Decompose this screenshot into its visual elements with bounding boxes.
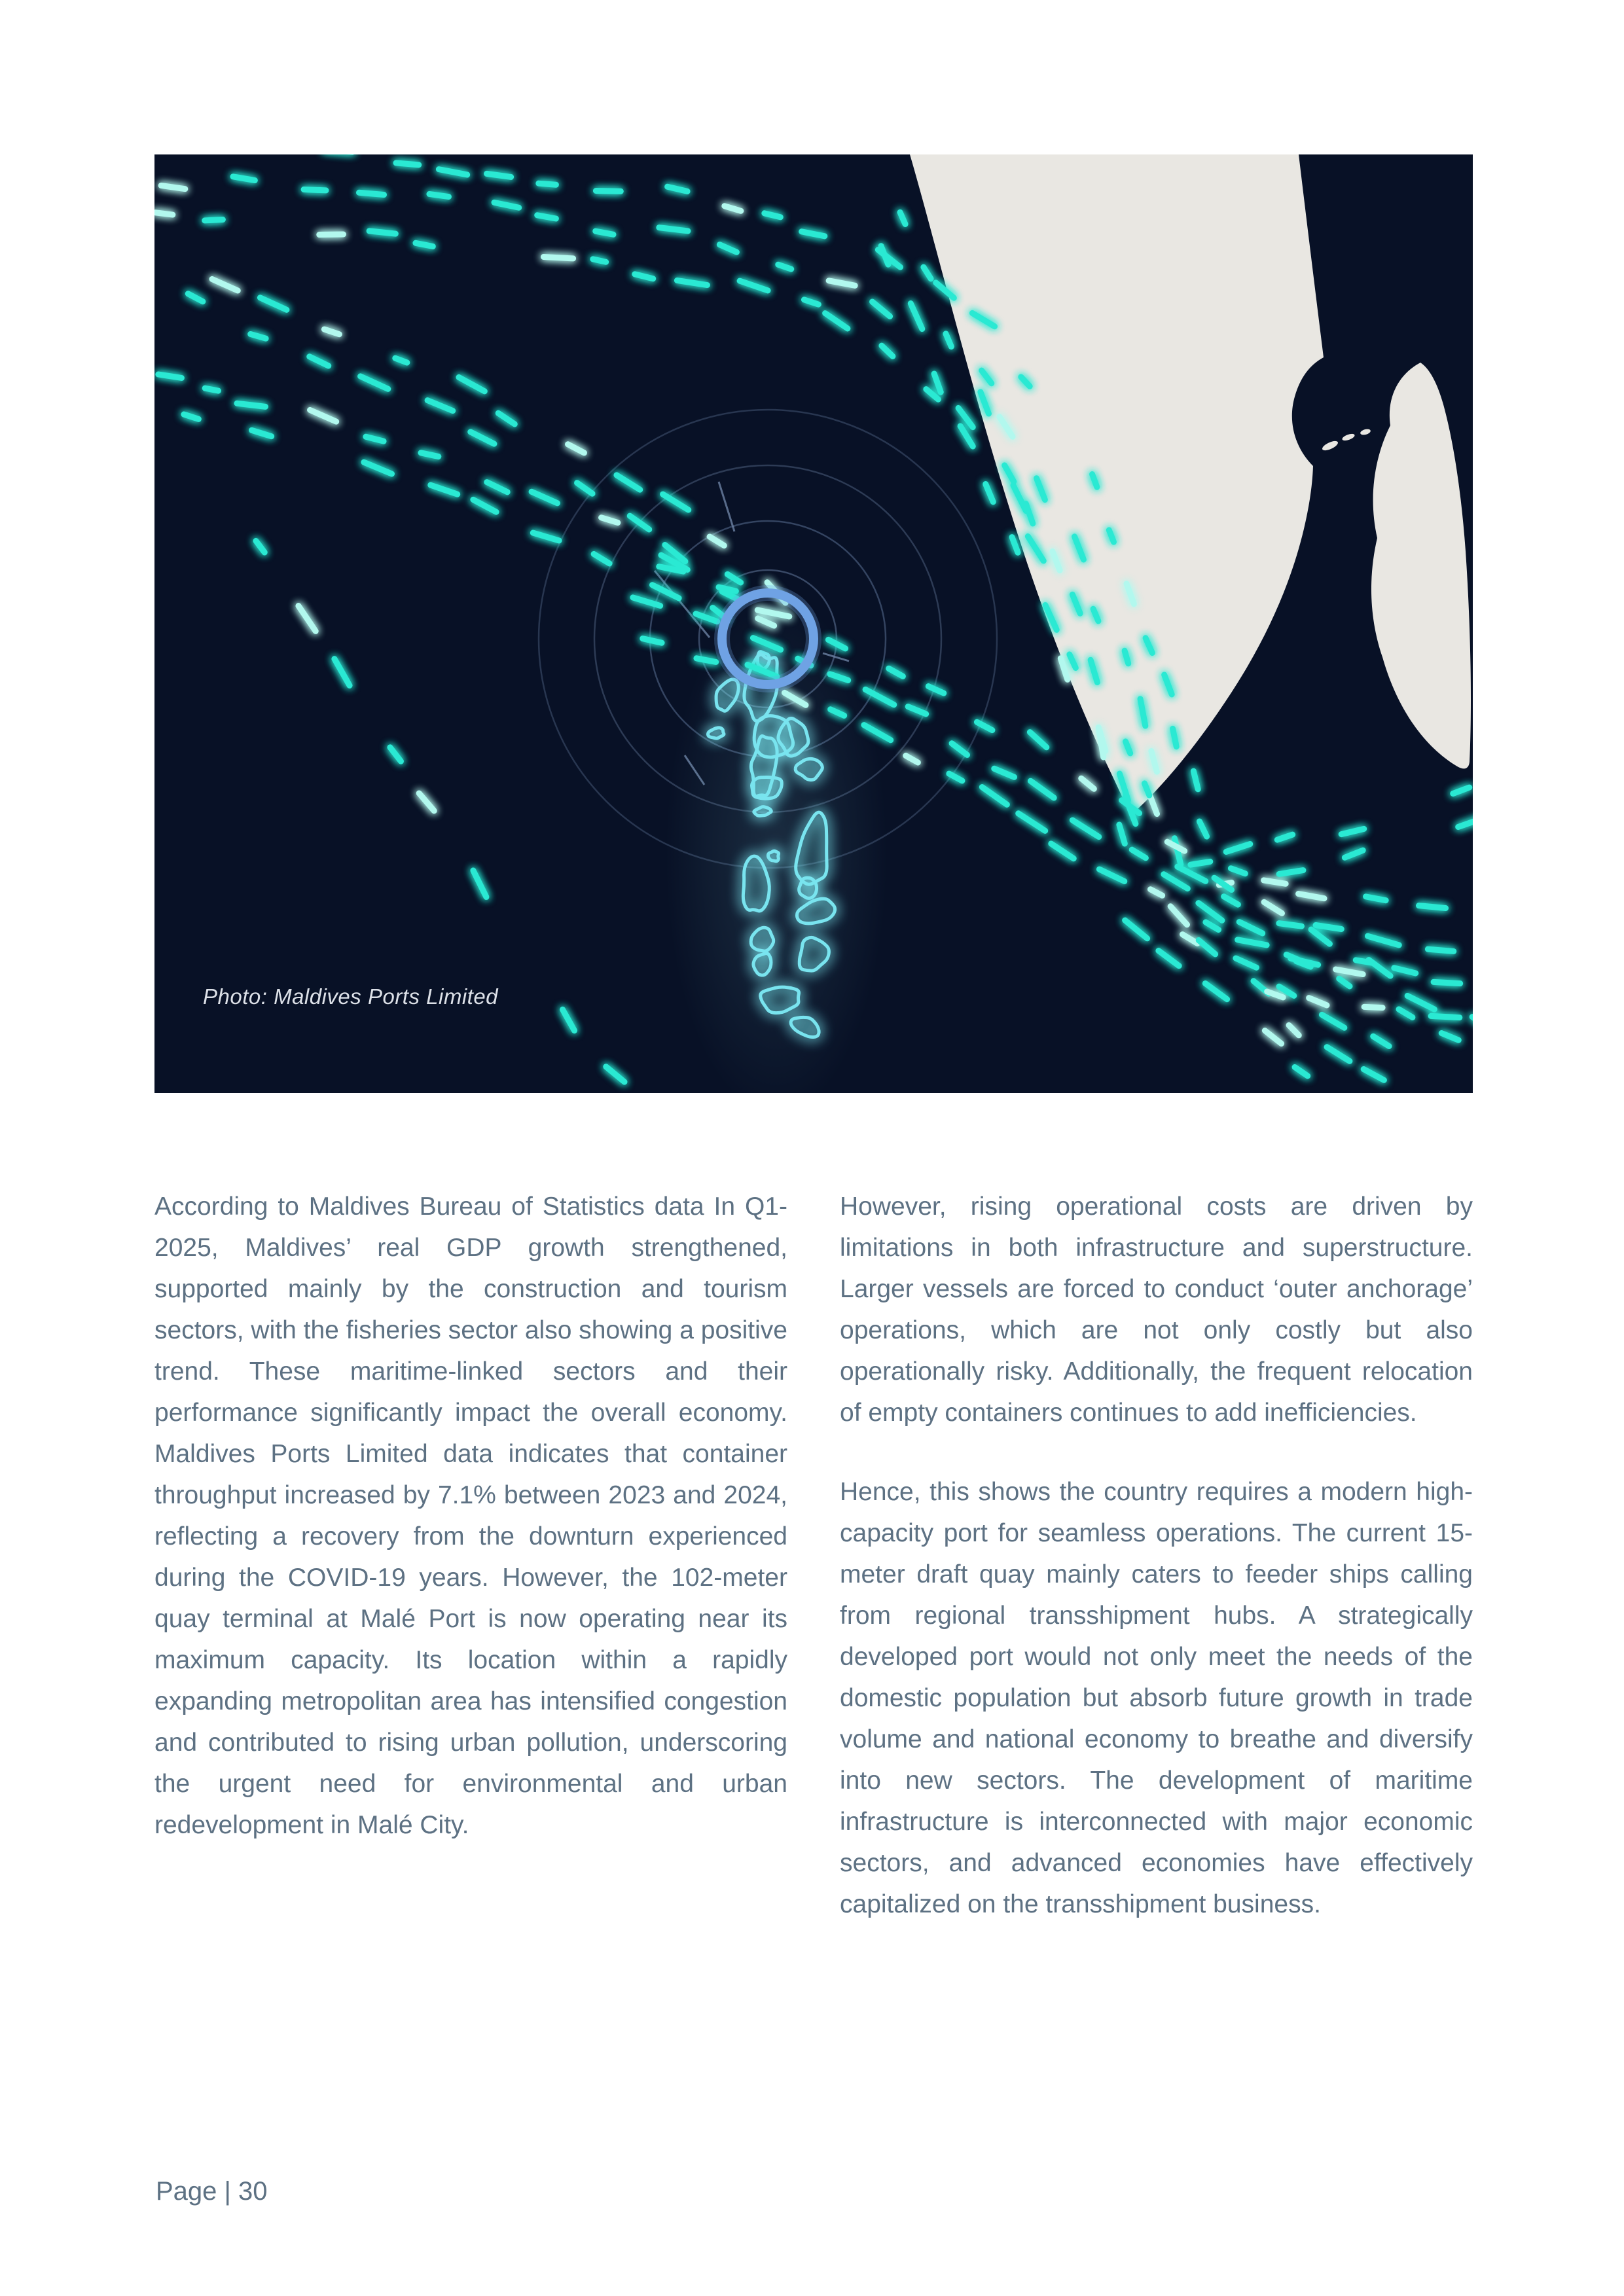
body-paragraph: According to Maldives Bureau of Statistics data In Q1-2025, Maldives’ real GDP growth strengthened, supported mainly by the construction and tourism sectors, with the fisheries sector also showing a positive trend. These maritime-linked sectors and their performance significantly impact the overall economy. Maldives Ports Limited data indicates that container throughput increased by 7.1% between 2023 and 2024, reflecting a recovery from the downturn experienced during the COVID-19 years. However, the 102-meter quay terminal at Malé Port is now operating near its maximum capacity. Its location within a rapidly expanding metropolitan area has intensified congestion and contributed to rising urban pollution, underscoring the urgent need for environmental and urban redevelopment in Malé City.: [154, 1193, 787, 1839]
page-footer: Page | 30: [156, 2177, 268, 2206]
ship-track-dash: [316, 231, 346, 238]
atoll-outline: [708, 728, 724, 738]
article-column-right: [840, 1186, 1473, 1963]
ship-track-dash: [1361, 1004, 1385, 1011]
body-paragraph: However, rising operational costs are driven by limitations in both infrastructure and superstructure. Larger vessels are forced to conduct ‘outer anchorage’ operations, which are not only costly but also operationally risky. Additionally, the frequent relocation of empty containers continues to add inefficiencies.: [840, 1193, 1473, 1427]
ship-track-dash: [593, 188, 624, 194]
figure-maritime-traffic-map: [154, 154, 1473, 1093]
atoll-outline: [752, 777, 782, 798]
ship-track-dash: [202, 217, 226, 224]
ship-track-dash: [300, 187, 329, 194]
atoll-outline: [753, 953, 771, 975]
atoll-outline: [799, 878, 817, 898]
article-body: [154, 1186, 1473, 1963]
atoll-outline: [754, 807, 771, 816]
figure-caption: Photo: Maldives Ports Limited: [203, 984, 499, 1009]
atoll-outline: [768, 851, 778, 861]
atoll-outline: [751, 927, 774, 951]
maritime-traffic-map: [154, 154, 1473, 1093]
article-column-left: [154, 1186, 787, 1963]
body-paragraph: Hence, this shows the country requires a modern high-capacity port for seamless operations. The current 15-meter draft quay mainly caters to feeder ships calling from regional transshipment hubs. A strategically developed port would not only meet the needs of the domestic population but absorb future growth in trade volume and national economy to breathe and diversify into new sectors. The development of maritime infrastructure is interconnected with major economic sectors, and advanced economies have effectively capitalized on the transshipment business.: [840, 1478, 1473, 1918]
